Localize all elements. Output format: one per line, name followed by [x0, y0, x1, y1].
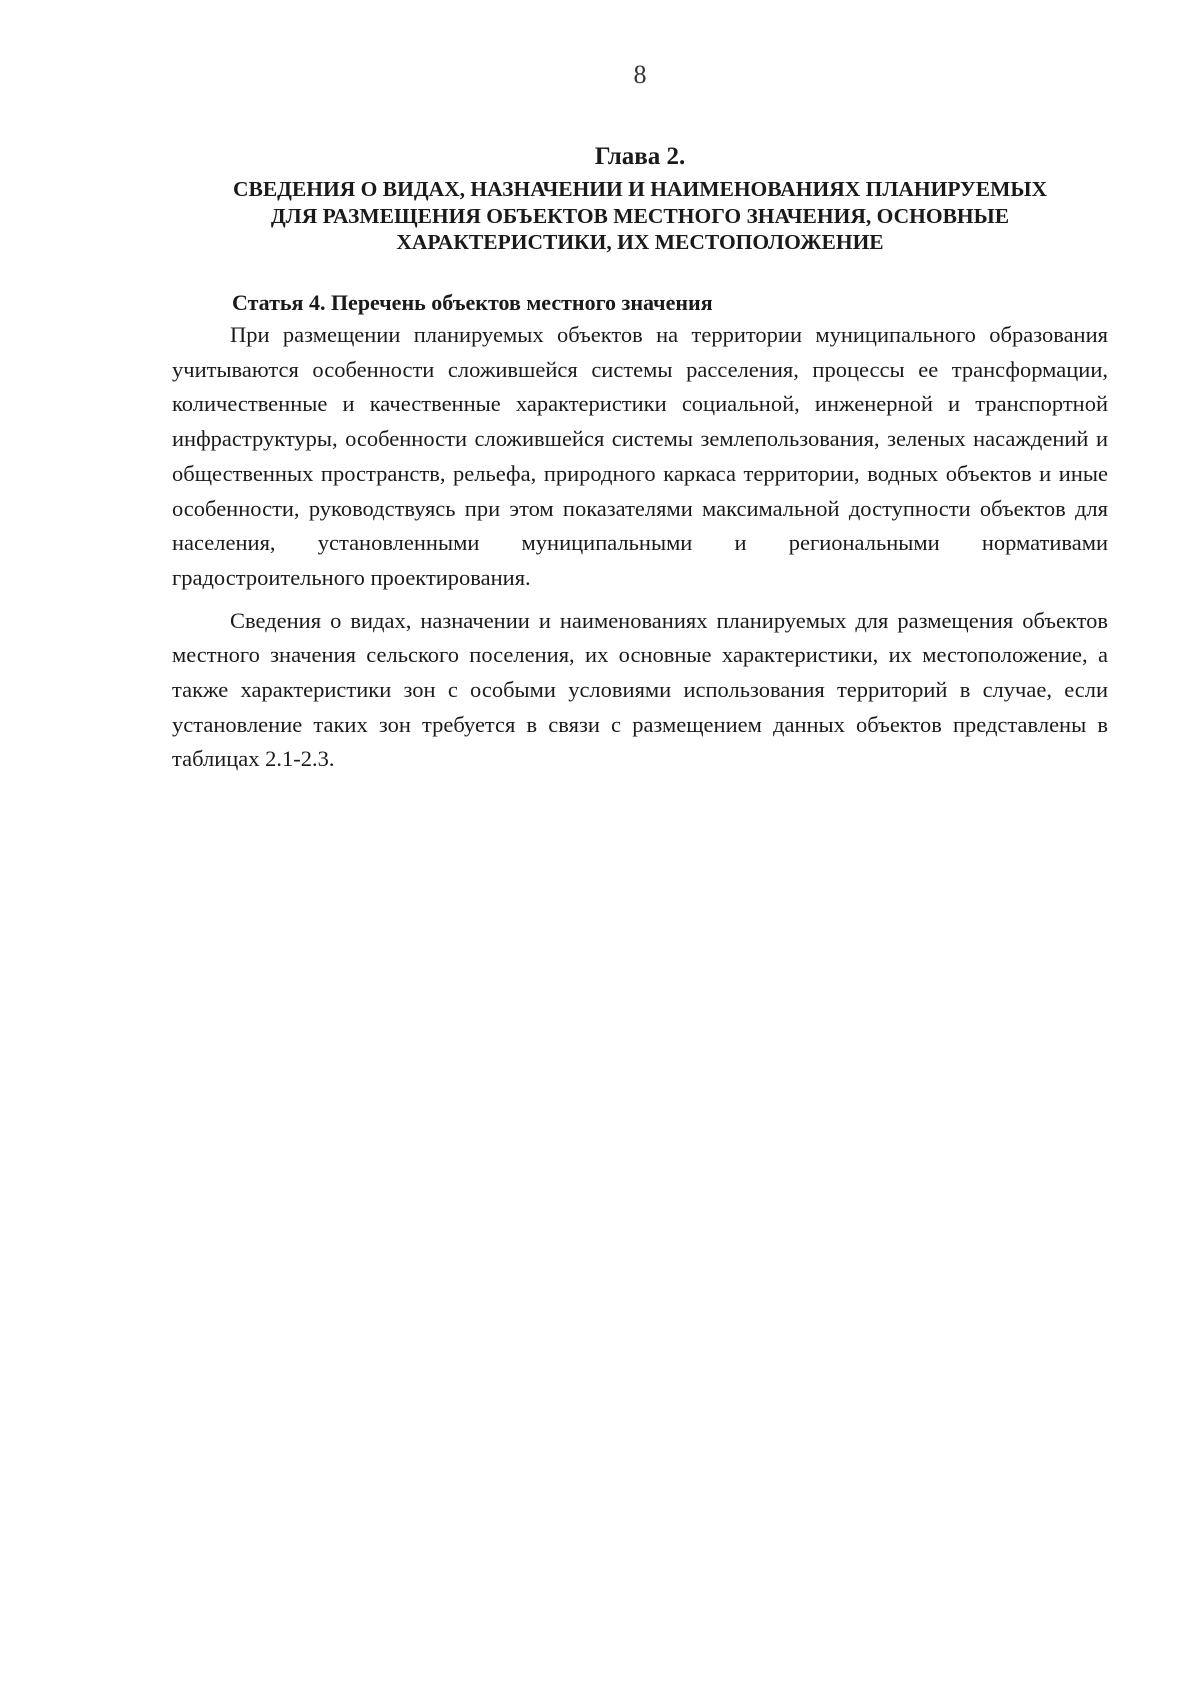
article-body — [172, 318, 1108, 777]
chapter-title-line: ХАРАКТЕРИСТИКИ, ИХ МЕСТОПОЛОЖЕНИЕ — [396, 230, 884, 254]
chapter-title-line: СВЕДЕНИЯ О ВИДАХ, НАЗНАЧЕНИИ И НАИМЕНОВАНИЯХ ПЛАНИРУЕМЫХ — [232, 177, 1048, 201]
article-paragraph: Сведения о видах, назначении и наименованиях планируемых для размещения объектов местного значения сельского поселения, их основные характеристики, их местоположение, а также характеристики зон с особыми условиями использования территорий в случае, если установление таких зон требуется в связи с размещением данных объектов представлены в таблицах 2.1-2.3. — [172, 607, 1108, 772]
chapter-header — [170, 142, 1110, 256]
chapter-title-line: ДЛЯ РАЗМЕЩЕНИЯ ОБЪЕКТОВ МЕСТНОГО ЗНАЧЕНИЯ, ОСНОВНЫЕ — [270, 203, 1010, 228]
chapter-title — [170, 176, 1110, 256]
article-heading: Статья 4. Перечень объектов местного значения — [232, 290, 713, 315]
page-number: 8 — [633, 60, 647, 89]
article-paragraph: При размещении планируемых объектов на территории муниципального образования учитываются особенности сложившейся системы расселения, процессы ее трансформации, количественные и качественные характеристики социальной, инженерной и транспортной инфраструктуры, особенности сложившейся системы землепользования, зеленых насаждений и общественных пространств, рельефа, природного каркаса территории, водных объектов и иные особенности, руководствуясь при этом показателями максимальной доступности объектов для населения, установленными муниципальными и региональными нормативами градостроительного проектирования. — [172, 322, 1108, 590]
chapter-label: Глава 2. — [594, 143, 686, 170]
